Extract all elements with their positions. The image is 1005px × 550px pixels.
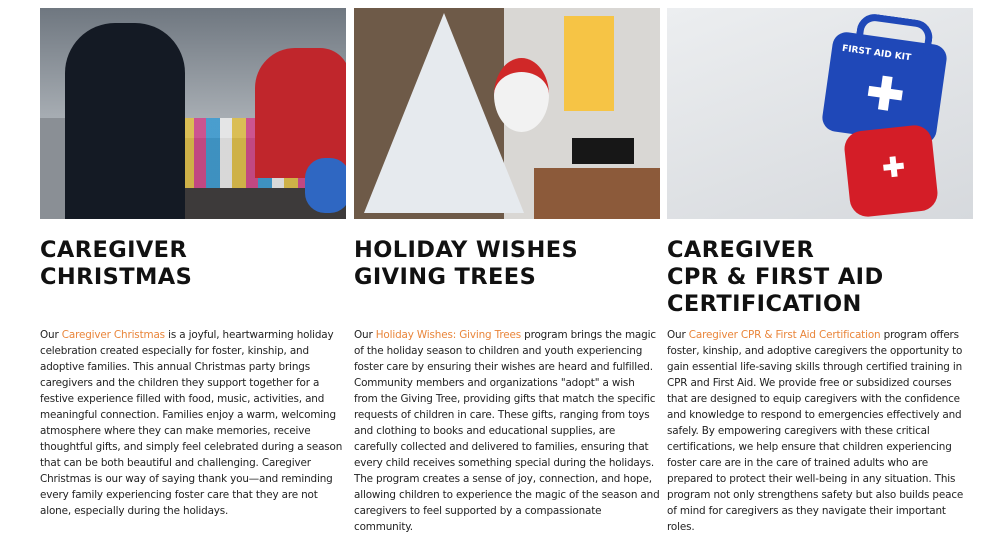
caregiver-christmas-link[interactable]: Caregiver Christmas: [61, 329, 165, 341]
card-title: CAREGIVER CHRISTMAS: [40, 237, 193, 290]
kit-label: FIRST AID KIT: [841, 43, 912, 64]
giving-trees-link[interactable]: Holiday Wishes: Giving Trees: [375, 329, 521, 341]
program-card-cpr-first-aid: [667, 8, 973, 535]
card-title: CAREGIVER CPR & FIRST AID CERTIFICATION: [667, 237, 884, 317]
card-description: Our Caregiver Christmas is a joyful, heartwarming holiday celebration created especially for foster, kinship, and adoptive families. This annual Christmas party brings caregivers and the children they support together for a festive experience filled with food, music, activities, and meaningful connection. Families enjoy a warm, welcoming atmosphere where they can make memories, receive thoughtful gifts, and simply feel celebrated during a season that can be both beautiful and challenging. Caregiver Christmas is our way of saying thank you—and reminding every family experiencing foster care that they are not alone, especially during the holidays.: [40, 329, 343, 517]
program-card-giving-trees: [354, 8, 660, 535]
caregiver-christmas-photo: [40, 8, 346, 219]
giving-tree-photo: [354, 8, 660, 219]
card-description: Our Caregiver CPR & First Aid Certification program offers foster, kinship, and adoptive caregivers the opportunity to gain essential life-saving skills through certified training in CPR and First Aid. We provide free or subsidized courses that are designed to equip caregivers with the confidence and knowledge to respond to emergencies effectively and safely. By empowering caregivers with these critical certifications, we help ensure that children experiencing foster care are in the care of trained adults who are prepared to protect their well-being in any situation. This program not only strengthens safety but also builds peace of mind for caregivers as they navigate their important roles.: [667, 329, 964, 533]
card-description: Our Holiday Wishes: Giving Trees program brings the magic of the holiday season to children and youth experiencing foster care by ensuring their wishes are heard and fulfilled. Community members and organizations "adopt" a wish from the Giving Tree, providing gifts that match the specific requests of children in care. These gifts, ranging from toys and clothing to books and educational supplies, are carefully collected and delivered to families, ensuring that every child receives something special during the holidays. The program creates a sense of joy, connection, and hope, allowing children to experience the magic of the season and caregivers to feel supported by a compassionate community.: [354, 329, 660, 533]
card-title: HOLIDAY WISHES GIVING TREES: [354, 237, 579, 290]
cpr-first-aid-link[interactable]: Caregiver CPR & First Aid Certification: [688, 329, 881, 341]
first-aid-kit-photo: [667, 8, 973, 219]
program-card-caregiver-christmas: [40, 8, 346, 519]
